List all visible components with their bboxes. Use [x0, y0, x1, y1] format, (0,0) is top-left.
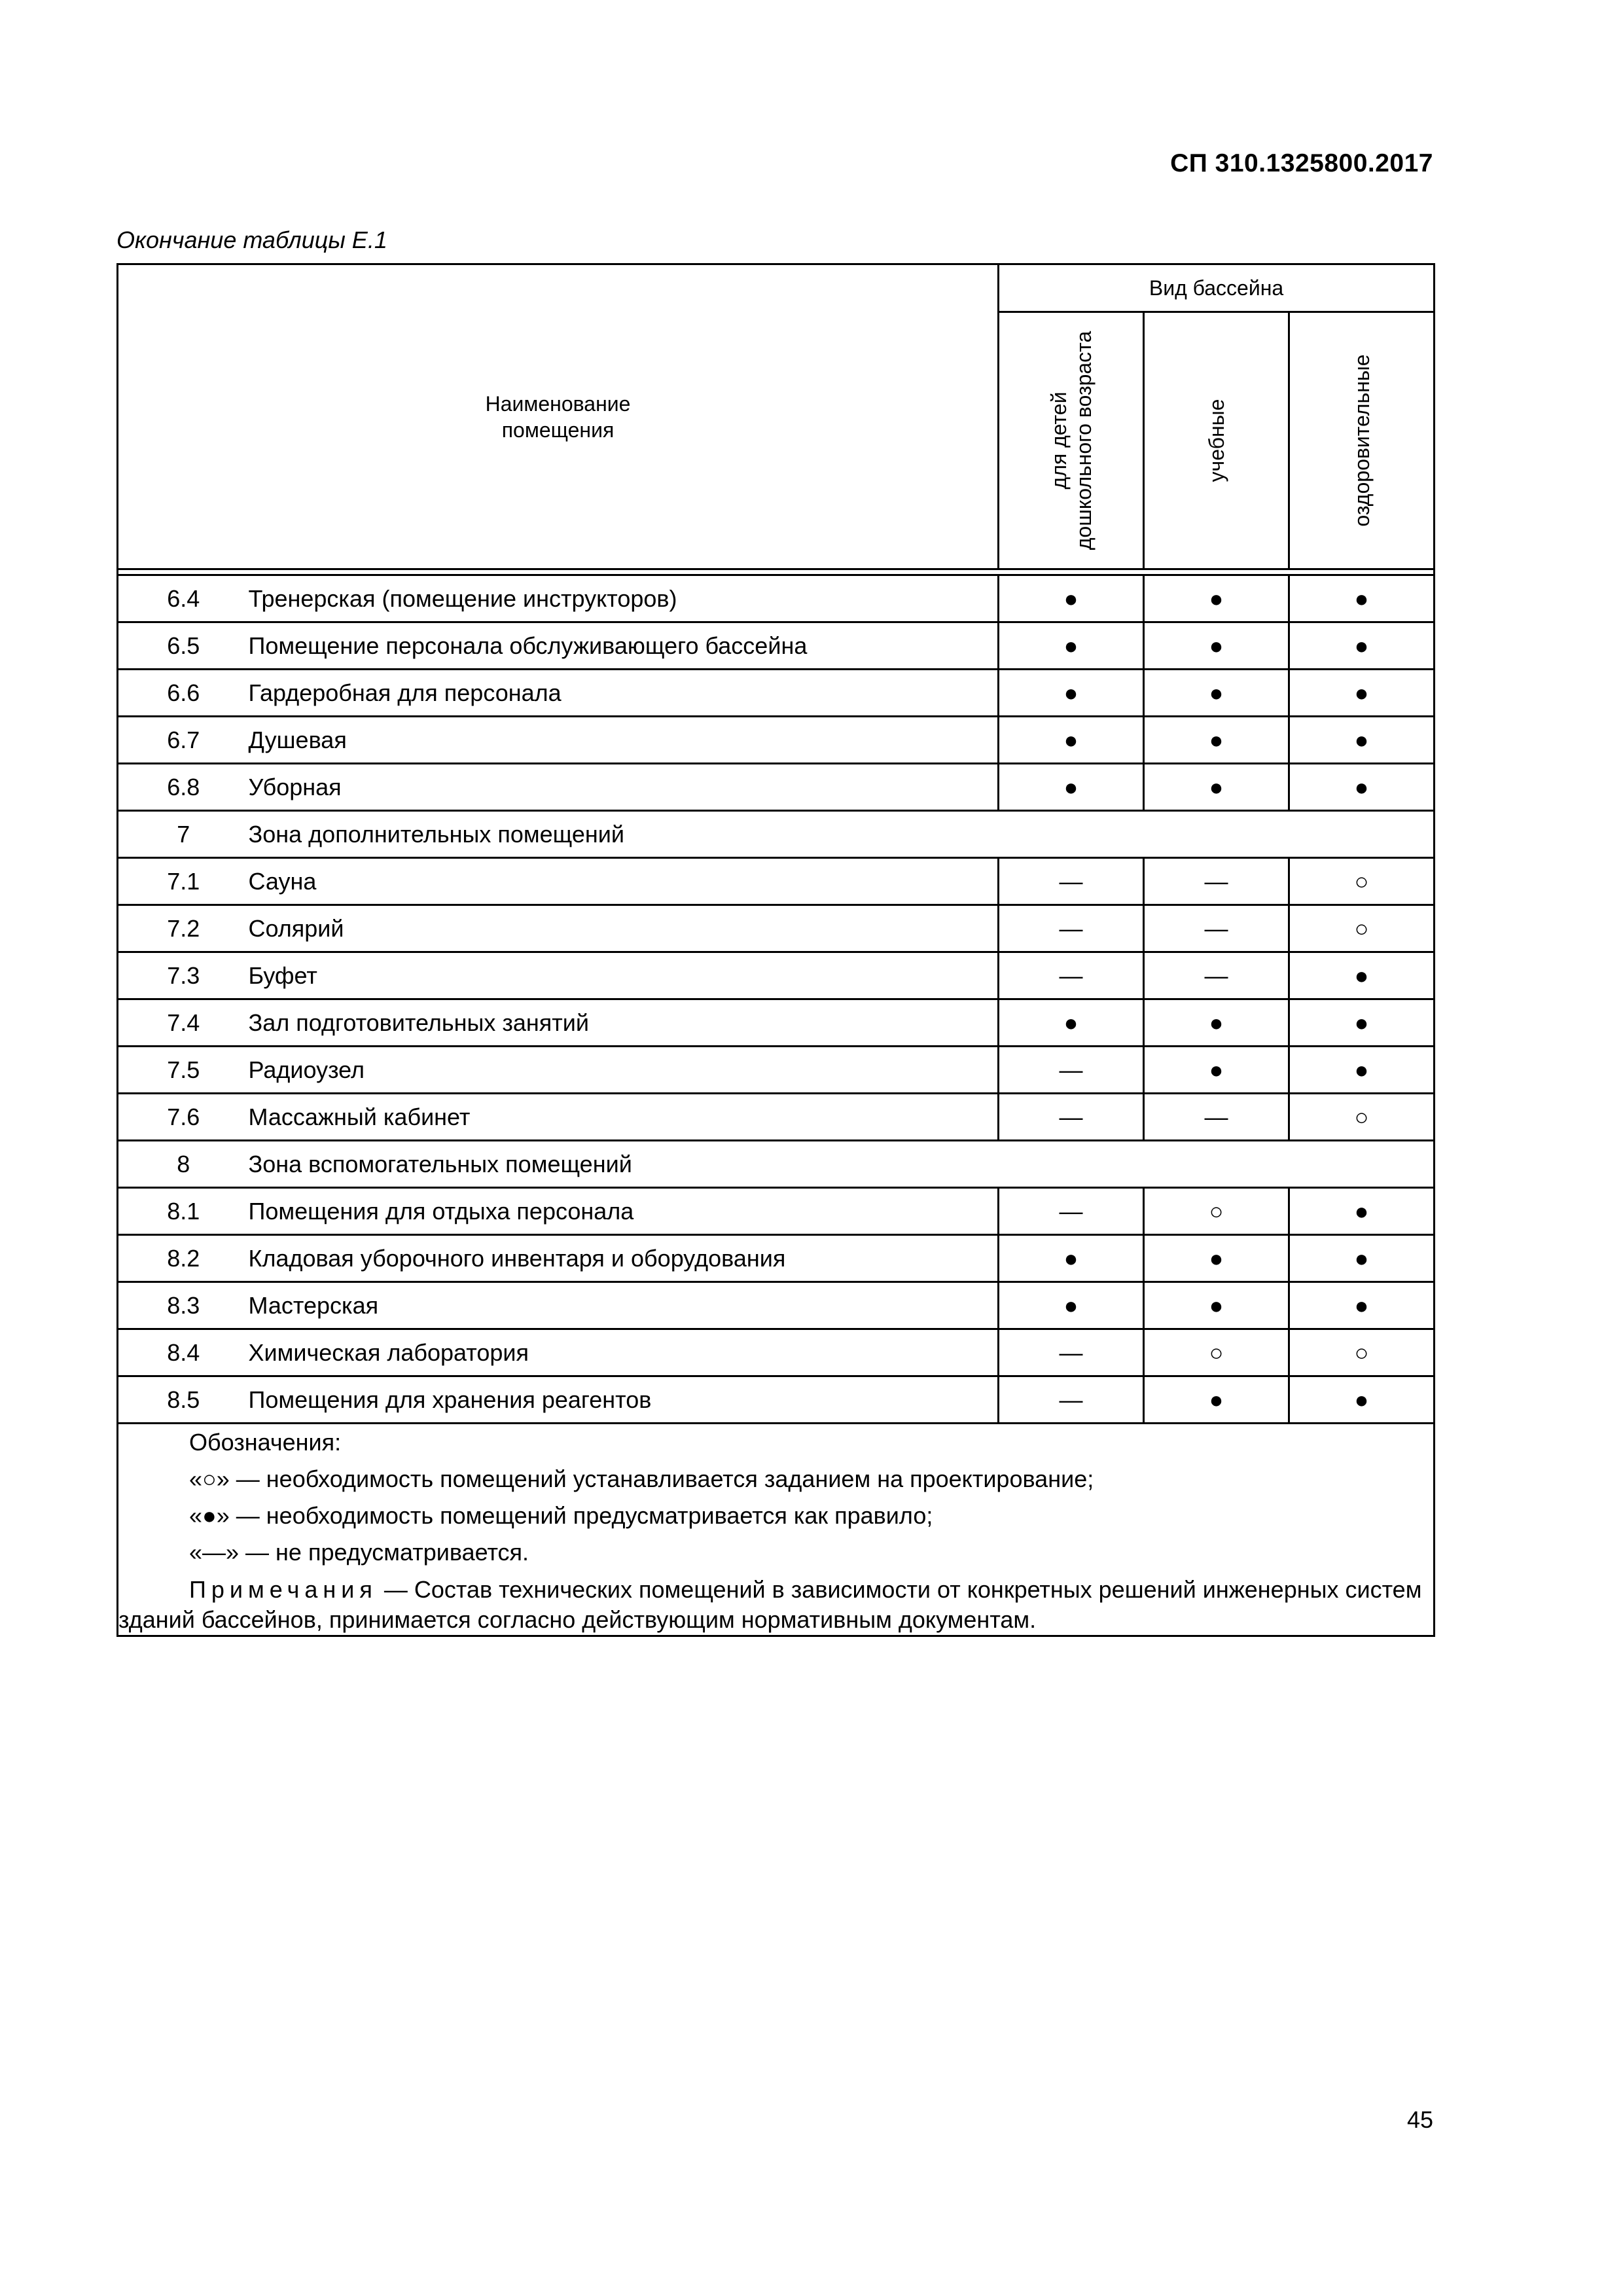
room-name: Массажный кабинет — [249, 1094, 999, 1141]
room-name: Сауна — [249, 858, 999, 905]
mark-preschool: ● — [999, 1282, 1144, 1329]
mark-preschool: ● — [999, 717, 1144, 764]
header-separator — [118, 569, 1435, 575]
mark-health: ● — [1289, 1235, 1435, 1282]
mark-preschool: — — [999, 952, 1144, 999]
row-number: 8.3 — [118, 1282, 249, 1329]
page-number: 45 — [1406, 2106, 1433, 2133]
row-number: 7.3 — [118, 952, 249, 999]
column-header-room-name-line2: помещения — [501, 418, 615, 442]
table-row — [118, 1047, 1435, 1094]
column-header-room-name-line1: Наименование — [485, 391, 631, 416]
zone-title: Зона дополнительных помещений — [249, 811, 1435, 858]
row-number: 7 — [118, 811, 249, 858]
mark-health: ● — [1289, 1188, 1435, 1235]
row-number: 7.4 — [118, 999, 249, 1047]
mark-health: ○ — [1289, 858, 1435, 905]
mark-training: — — [1144, 905, 1289, 952]
row-number: 8.5 — [118, 1376, 249, 1424]
row-number: 8.2 — [118, 1235, 249, 1282]
row-number: 8.1 — [118, 1188, 249, 1235]
mark-health: ● — [1289, 1047, 1435, 1094]
row-number: 6.8 — [118, 764, 249, 811]
mark-health: ● — [1289, 575, 1435, 622]
mark-training: ● — [1144, 999, 1289, 1047]
room-name: Солярий — [249, 905, 999, 952]
row-number: 6.5 — [118, 622, 249, 670]
column-header-preschool — [999, 312, 1144, 569]
column-header-health — [1289, 312, 1435, 569]
zone-row — [118, 811, 1435, 858]
table-header-row — [118, 264, 1435, 312]
room-name: Помещения для отдыха персонала — [249, 1188, 999, 1235]
legend-title: Обозначения: — [189, 1429, 342, 1456]
mark-training: ● — [1144, 1282, 1289, 1329]
mark-training: ● — [1144, 575, 1289, 622]
mark-health: ● — [1289, 999, 1435, 1047]
room-name: Гардеробная для персонала — [249, 670, 999, 717]
table-row — [118, 670, 1435, 717]
mark-training: ● — [1144, 622, 1289, 670]
note-label: Примечания — [189, 1576, 378, 1603]
table-caption: Окончание таблицы Е.1 — [116, 226, 387, 253]
rooms-table — [116, 263, 1435, 1637]
document-code: СП 310.1325800.2017 — [1170, 149, 1433, 177]
row-number: 8 — [118, 1141, 249, 1188]
notes-row — [118, 1424, 1435, 1636]
zone-row — [118, 1141, 1435, 1188]
table-row — [118, 622, 1435, 670]
column-header-preschool-line2: дошкольного возраста — [1071, 331, 1096, 550]
table-row — [118, 717, 1435, 764]
notes-cell — [118, 1424, 1435, 1636]
mark-preschool: — — [999, 1094, 1144, 1141]
mark-training: ● — [1144, 670, 1289, 717]
table-row — [118, 1235, 1435, 1282]
mark-training: ● — [1144, 1047, 1289, 1094]
table-row — [118, 1376, 1435, 1424]
row-number: 6.4 — [118, 575, 249, 622]
mark-health: ● — [1289, 764, 1435, 811]
mark-health: ● — [1289, 1376, 1435, 1424]
mark-preschool: — — [999, 905, 1144, 952]
room-name: Зал подготовительных занятий — [249, 999, 999, 1047]
table-row — [118, 764, 1435, 811]
mark-preschool: — — [999, 1188, 1144, 1235]
mark-preschool: — — [999, 1329, 1144, 1376]
room-name: Мастерская — [249, 1282, 999, 1329]
table-row — [118, 1188, 1435, 1235]
mark-training: — — [1144, 952, 1289, 999]
mark-health: ● — [1289, 670, 1435, 717]
row-number: 6.7 — [118, 717, 249, 764]
mark-training: ○ — [1144, 1188, 1289, 1235]
mark-training: — — [1144, 1094, 1289, 1141]
column-group-header-pool-type: Вид бассейна — [999, 264, 1435, 312]
note-paragraph — [118, 1575, 1433, 1635]
room-name: Уборная — [249, 764, 999, 811]
table-row — [118, 1282, 1435, 1329]
room-name: Химическая лаборатория — [249, 1329, 999, 1376]
mark-health: ○ — [1289, 1094, 1435, 1141]
mark-health: ○ — [1289, 1329, 1435, 1376]
mark-preschool: ● — [999, 575, 1144, 622]
mark-health: ● — [1289, 622, 1435, 670]
mark-health: ● — [1289, 952, 1435, 999]
mark-preschool: — — [999, 1047, 1144, 1094]
mark-preschool: — — [999, 858, 1144, 905]
table-row — [118, 858, 1435, 905]
mark-health: ● — [1289, 717, 1435, 764]
zone-title: Зона вспомогательных помещений — [249, 1141, 1435, 1188]
row-number: 8.4 — [118, 1329, 249, 1376]
table-row — [118, 1094, 1435, 1141]
mark-health: ● — [1289, 1282, 1435, 1329]
table-row — [118, 1329, 1435, 1376]
mark-training: — — [1144, 858, 1289, 905]
room-name: Помещения для хранения реагентов — [249, 1376, 999, 1424]
room-name: Буфет — [249, 952, 999, 999]
row-number: 7.2 — [118, 905, 249, 952]
mark-preschool: ● — [999, 670, 1144, 717]
legend-item: «○» — необходимость помещений устанавливается заданием на проектирование; — [189, 1465, 1094, 1492]
room-name: Кладовая уборочного инвентаря и оборудования — [249, 1235, 999, 1282]
row-number: 7.6 — [118, 1094, 249, 1141]
room-name: Помещение персонала обслуживающего бассейна — [249, 622, 999, 670]
room-name: Радиоузел — [249, 1047, 999, 1094]
mark-preschool: ● — [999, 1235, 1144, 1282]
mark-preschool: ● — [999, 764, 1144, 811]
row-number: 7.1 — [118, 858, 249, 905]
mark-training: ● — [1144, 1376, 1289, 1424]
note-text: — Состав технических помещений в зависимости от конкретных решений инженерных систем зданий бассейнов, принимается согласно действующим нормативным документам. — [118, 1576, 1422, 1633]
mark-preschool: — — [999, 1376, 1144, 1424]
mark-preschool: ● — [999, 622, 1144, 670]
mark-training: ○ — [1144, 1329, 1289, 1376]
legend-item: «●» — необходимость помещений предусматривается как правило; — [189, 1502, 933, 1529]
mark-training: ● — [1144, 1235, 1289, 1282]
column-header-room-name — [118, 264, 999, 569]
mark-training: ● — [1144, 764, 1289, 811]
row-number: 7.5 — [118, 1047, 249, 1094]
table-row — [118, 905, 1435, 952]
table-row — [118, 999, 1435, 1047]
mark-health: ○ — [1289, 905, 1435, 952]
room-name: Тренерская (помещение инструкторов) — [249, 575, 999, 622]
column-header-training-label: учебные — [1204, 399, 1228, 482]
column-header-preschool-line1: для детей — [1046, 391, 1071, 490]
column-header-training — [1144, 312, 1289, 569]
row-number: 6.6 — [118, 670, 249, 717]
mark-training: ● — [1144, 717, 1289, 764]
table-row — [118, 575, 1435, 622]
column-header-health-label: оздоровительные — [1349, 354, 1374, 527]
mark-preschool: ● — [999, 999, 1144, 1047]
room-name: Душевая — [249, 717, 999, 764]
table-row — [118, 952, 1435, 999]
legend-item: «—» — не предусматривается. — [189, 1539, 529, 1566]
